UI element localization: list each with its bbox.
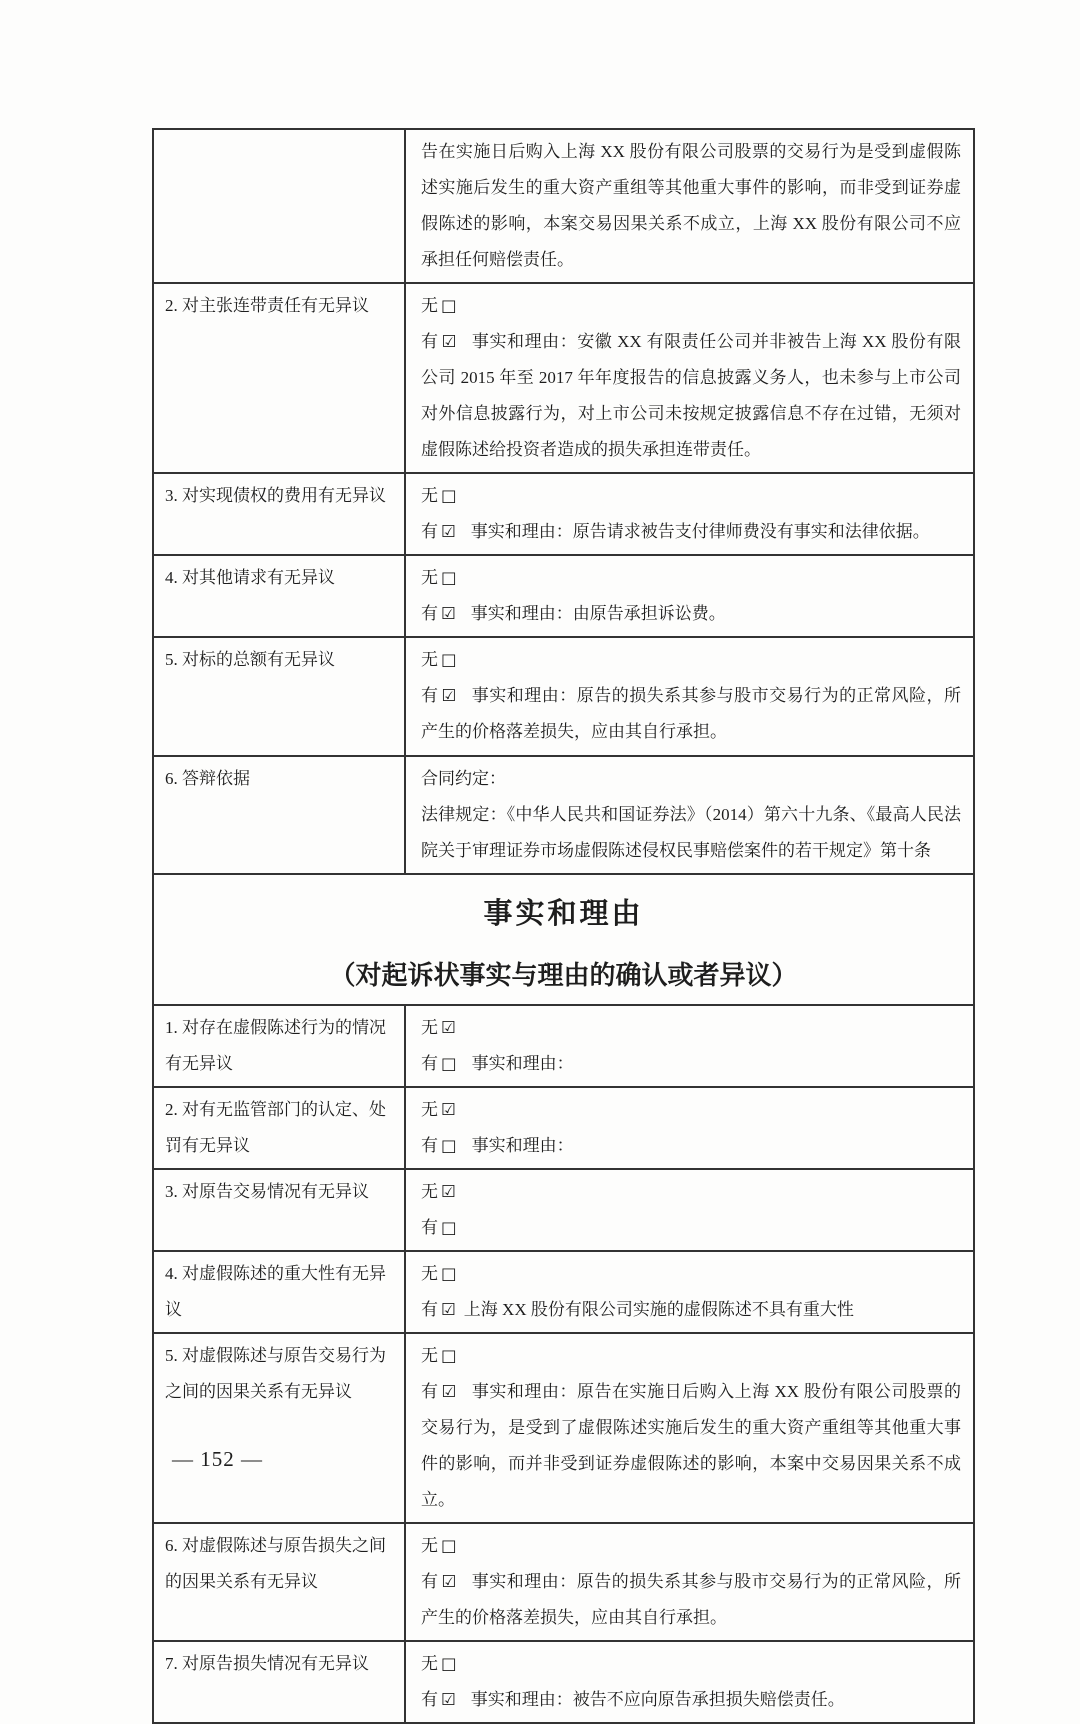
question-label: 5. 对标的总额有无异议 bbox=[154, 638, 406, 754]
no-option bbox=[421, 1338, 961, 1374]
yes-option-label: 有 bbox=[421, 332, 439, 352]
no-option bbox=[421, 1174, 961, 1210]
checkbox-checked-icon: ☑ bbox=[441, 1299, 456, 1319]
question-label: 2. 对有无监管部门的认定、处罚有无异议 bbox=[154, 1088, 406, 1168]
answer-text: 事实和理由： bbox=[471, 1135, 574, 1155]
answer-text: 上海 XX 股份有限公司实施的虚假陈述不具有重大性 bbox=[463, 1299, 854, 1319]
yes-option-label: 有 bbox=[421, 1299, 438, 1319]
no-option-label: 无 bbox=[421, 1263, 438, 1283]
table-row bbox=[154, 1168, 973, 1250]
answer-cell bbox=[406, 1252, 973, 1332]
checkbox-checked-icon: ☑ bbox=[441, 1017, 456, 1037]
no-option-label: 无 bbox=[421, 1345, 438, 1365]
answer-cell bbox=[406, 1170, 973, 1250]
question-label: 3. 对原告交易情况有无异议 bbox=[154, 1170, 406, 1250]
table-row bbox=[154, 755, 973, 873]
no-option-label: 无 bbox=[421, 296, 438, 316]
no-option bbox=[421, 1528, 961, 1564]
page-number: — 152 — bbox=[172, 1447, 263, 1471]
checkbox-unchecked-icon: □ bbox=[441, 1535, 457, 1555]
no-option bbox=[421, 1010, 961, 1046]
answer-paragraph: 告在实施日后购入上海 XX 股份有限公司股票的交易行为是受到虚假陈述实施后发生的重大资产重组等其他重大事件的影响，而非受到证券虚假陈述的影响，本案交易因果关系不成立，上海 XX 股份有限公司不应承担任何赔偿责任。 bbox=[421, 142, 961, 270]
yes-option-label: 有 bbox=[421, 604, 438, 624]
contract-clause-text: 合同约定： bbox=[421, 768, 506, 788]
answer-text: 事实和理由：由原告承担诉讼费。 bbox=[470, 604, 726, 624]
checkbox-checked-icon: ☑ bbox=[441, 686, 457, 706]
answer-cell bbox=[406, 284, 973, 472]
no-option bbox=[421, 1256, 961, 1292]
section-subtitle: （对起诉状事实与理由的确认或者异议） bbox=[329, 961, 798, 991]
no-option-label: 无 bbox=[421, 568, 438, 588]
yes-option bbox=[421, 1292, 961, 1328]
checkbox-unchecked-icon: □ bbox=[441, 1217, 457, 1237]
answer-text: 事实和理由：原告的损失系其参与股市交易行为的正常风险，所产生的价格落差损失，应由其自行承担。 bbox=[421, 1572, 962, 1628]
table-row bbox=[154, 1004, 973, 1086]
yes-option-label: 有 bbox=[421, 1135, 438, 1155]
section-header bbox=[154, 873, 973, 1004]
checkbox-unchecked-icon: □ bbox=[441, 568, 457, 588]
answer-cell bbox=[406, 1524, 973, 1640]
answer-cell bbox=[406, 1642, 973, 1722]
answer-cell bbox=[406, 757, 973, 873]
no-option-label: 无 bbox=[421, 1099, 438, 1119]
yes-option bbox=[421, 1046, 961, 1082]
yes-option-label: 有 bbox=[421, 1053, 438, 1073]
no-option bbox=[421, 560, 961, 596]
question-label: 7. 对原告损失情况有无异议 bbox=[154, 1642, 406, 1722]
yes-option-label: 有 bbox=[421, 522, 438, 542]
table-row bbox=[154, 1086, 973, 1168]
answer-text: 事实和理由：原告的损失系其参与股市交易行为的正常风险，所产生的价格落差损失，应由其自行承担。 bbox=[421, 686, 962, 742]
table-row bbox=[154, 130, 973, 282]
question-label: 6. 对虚假陈述与原告损失之间的因果关系有无异议 bbox=[154, 1524, 406, 1640]
yes-option-label: 有 bbox=[421, 1690, 438, 1710]
checkbox-unchecked-icon: □ bbox=[441, 1263, 457, 1283]
answer-text: 事实和理由：安徽 XX 有限责任公司并非被告上海 XX 股份有限公司 2015 年至 2017 年年度报告的信息披露义务人，也未参与上市公司对外信息披露行为，对上市公司未按规定披露信息不存在过错，无须对虚假陈述给投资者造成的损失承担连带责任。 bbox=[421, 332, 962, 460]
answer-cell bbox=[406, 1088, 973, 1168]
yes-option bbox=[421, 1564, 961, 1636]
yes-option-label: 有 bbox=[421, 1381, 439, 1401]
no-option bbox=[421, 1646, 961, 1682]
no-option-label: 无 bbox=[421, 1017, 438, 1037]
checkbox-unchecked-icon: □ bbox=[441, 1654, 457, 1674]
answer-cell bbox=[406, 474, 973, 554]
no-option-label: 无 bbox=[421, 1654, 438, 1674]
checkbox-unchecked-icon: □ bbox=[441, 650, 457, 670]
no-option-label: 无 bbox=[421, 650, 438, 670]
checkbox-unchecked-icon: □ bbox=[441, 1053, 457, 1073]
checkbox-checked-icon: ☑ bbox=[441, 1690, 456, 1710]
no-option bbox=[421, 288, 961, 324]
checkbox-unchecked-icon: □ bbox=[441, 1135, 457, 1155]
answer-cell bbox=[406, 556, 973, 636]
checkbox-checked-icon: ☑ bbox=[441, 1572, 457, 1592]
answer-text: 事实和理由： bbox=[471, 1053, 574, 1073]
table-row bbox=[154, 1250, 973, 1332]
no-option-label: 无 bbox=[421, 486, 438, 506]
no-option-label: 无 bbox=[421, 1535, 438, 1555]
checkbox-checked-icon: ☑ bbox=[441, 1381, 457, 1401]
question-label: 4. 对虚假陈述的重大性有无异议 bbox=[154, 1252, 406, 1332]
table-row bbox=[154, 636, 973, 754]
checkbox-checked-icon: ☑ bbox=[441, 1099, 456, 1119]
question-label: 1. 对存在虚假陈述行为的情况有无异议 bbox=[154, 1006, 406, 1086]
table-row bbox=[154, 472, 973, 554]
answer-cell bbox=[406, 638, 973, 754]
yes-option bbox=[421, 514, 961, 550]
table-row bbox=[154, 1522, 973, 1640]
yes-option bbox=[421, 324, 961, 468]
yes-option bbox=[421, 1210, 961, 1246]
defense-answer-form-table bbox=[152, 128, 975, 1724]
checkbox-checked-icon: ☑ bbox=[441, 604, 456, 624]
table-row bbox=[154, 1332, 973, 1522]
yes-option bbox=[421, 678, 961, 750]
no-option-label: 无 bbox=[421, 1181, 438, 1201]
checkbox-unchecked-icon: □ bbox=[441, 486, 457, 506]
section-title: 事实和理由 bbox=[483, 897, 644, 930]
yes-option bbox=[421, 1128, 961, 1164]
yes-option-label: 有 bbox=[421, 686, 439, 706]
question-label: 4. 对其他请求有无异议 bbox=[154, 556, 406, 636]
answer-cell bbox=[406, 1006, 973, 1086]
answer-text: 事实和理由：被告不应向原告承担损失赔偿责任。 bbox=[470, 1690, 845, 1710]
question-label: 2. 对主张连带责任有无异议 bbox=[154, 284, 406, 472]
yes-option bbox=[421, 1374, 961, 1518]
yes-option bbox=[421, 1682, 961, 1718]
yes-option-label: 有 bbox=[421, 1217, 438, 1237]
checkbox-unchecked-icon: □ bbox=[441, 296, 457, 316]
no-option bbox=[421, 1092, 961, 1128]
question-label-empty bbox=[154, 130, 406, 282]
question-label: 6. 答辩依据 bbox=[154, 757, 406, 873]
question-label: 3. 对实现债权的费用有无异议 bbox=[154, 474, 406, 554]
checkbox-unchecked-icon: □ bbox=[441, 1345, 457, 1365]
legal-basis-text: 法律规定：《中华人民共和国证券法》（2014）第六十九条、《最高人民法院关于审理证券市场虚假陈述侵权民事赔偿案件的若干规定》第十条 bbox=[421, 804, 961, 860]
answer-cell bbox=[406, 130, 973, 282]
table-row bbox=[154, 1640, 973, 1722]
answer-text: 事实和理由：原告在实施日后购入上海 XX 股份有限公司股票的交易行为，是受到了虚假陈述实施后发生的重大资产重组等其他重大事件的影响，而并非受到证券虚假陈述的影响，本案中交易因果关系不成立。 bbox=[421, 1381, 961, 1509]
table-row bbox=[154, 554, 973, 636]
answer-text: 事实和理由：原告请求被告支付律师费没有事实和法律依据。 bbox=[470, 522, 930, 542]
yes-option-label: 有 bbox=[421, 1572, 439, 1592]
yes-option bbox=[421, 596, 961, 632]
question-label: 5. 对虚假陈述与原告交易行为之间的因果关系有无异议 bbox=[154, 1334, 406, 1522]
answer-cell bbox=[406, 1334, 973, 1522]
no-option bbox=[421, 478, 961, 514]
no-option bbox=[421, 642, 961, 678]
checkbox-checked-icon: ☑ bbox=[441, 522, 456, 542]
checkbox-checked-icon: ☑ bbox=[441, 1181, 456, 1201]
table-row bbox=[154, 282, 973, 472]
checkbox-checked-icon: ☑ bbox=[441, 332, 457, 352]
